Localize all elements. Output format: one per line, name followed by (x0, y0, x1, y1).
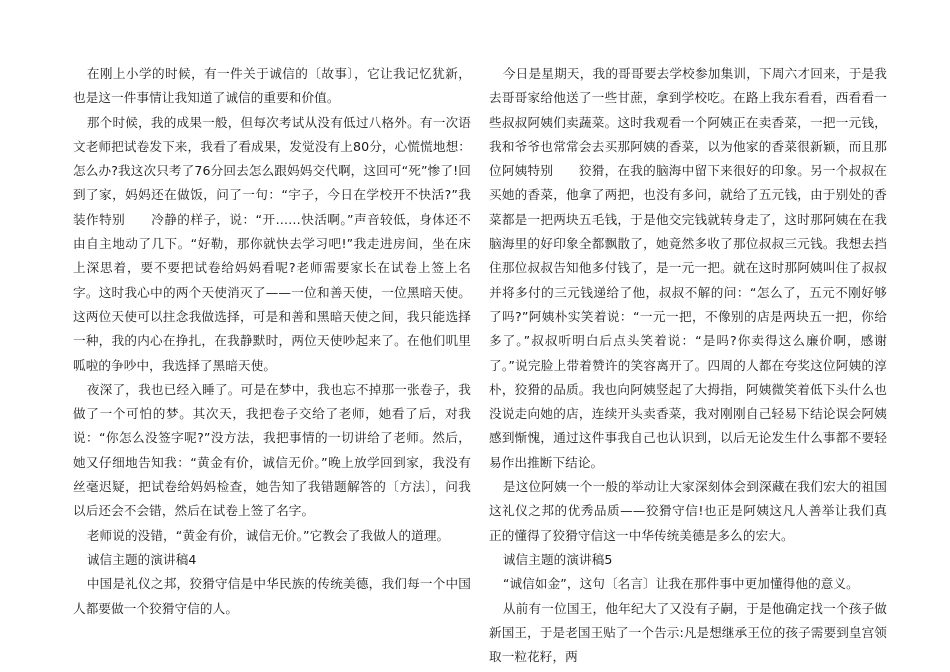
paragraph: 夜深了，我也已经入睡了。可是在梦中，我也忘不掉那一张卷子，我做了一个可怕的梦。其次天，我把卷子交给了老师，她看了后，对我说：“你怎么没签字呢?”没方法，我把事情的一切讲给了老师。然后，她又仔细地告知我：“黄金有价，诚信无价。”晚上放学回到家，我没有丝毫迟疑，把试卷给妈妈检查，她告知了我错题解答的〔方法〕，问我以后还会不会错，然后在试卷上签了名字。 (73, 381, 471, 519)
paragraph: 从前有一位国王，他年纪大了又没有子嗣，于是他确定找一个孩子做新国王，于是老国王贴了一个告示:凡是想继承王位的孩子需要到皇宫领取一粒花籽，两 (489, 600, 887, 665)
paragraph: 是这位阿姨一个一般的举动让大家深刻体会到深藏在我们宏大的祖国这礼仪之邦的优秀品质——狡猾守信!也正是阿姨这凡人善举让我们真正的懂得了狡猾守信这一中华传统美德是多么的宏大。 (489, 479, 887, 543)
paragraph: 老师说的没错，“黄金有价，诚信无价。”它教会了我做人的道理。 (86, 527, 450, 543)
section-heading: 诚信主题的演讲稿5 (502, 551, 613, 567)
paragraph: 那个时候，我的成果一般，但每次考试从没有低过八格外。有一次语文老师把试卷发下来，我看了看成果，发觉没有上80分，心慌慌地想：怎么办?我这次只考了76分回去怎么跟妈妈交代啊，这回可“死”惨了!回到了家，妈妈还在做饭，问了一句：“宇子，今日在学校开不快活?”我装作特别 冷静的样子，说：“开……快活啊。”声音较低，身体还不由自主地动了几下。“好勒，那你就快去学习吧!”我走进房间，坐在床上深思着，要不要把试卷给妈妈看呢?老师需要家长在试卷上签上名字。这时我心中的两个天使消灭了——一位和善天使，一位黑暗天使。这两位天使可以拄念我做选择，可是和善和黑暗天使之间，我只能选择一种，我的内心在挣扎，在我静默时，两位天使吵起来了。在他们叽里呱啦的争吵中，我选择了黑暗天使。 (73, 114, 471, 373)
paragraph: 在刚上小学的时候，有一件关于诚信的〔故事〕，它让我记忆犹新，也是这一件事情让我知道了诚信的重要和价值。 (73, 66, 471, 106)
right-column (489, 62, 887, 669)
left-column (73, 62, 471, 621)
paragraph: “诚信如金”，这句〔名言〕让我在那件事中更加懂得他的意义。 (502, 576, 859, 592)
paragraph: 中国是礼仪之邦，狡猾守信是中华民族的传统美德，我们每一个中国人都要做一个狡猾守信的人。 (73, 576, 471, 616)
section-heading: 诚信主题的演讲稿4 (86, 551, 197, 567)
paragraph: 今日是星期天，我的哥哥要去学校参加集训，下周六才回来，于是我去哥哥家给他送了一些甘蔗，拿到学校吃。在路上我东看看，西看看一些叔叔阿姨们卖蔬菜。这时我观看一个阿姨正在卖香菜，一把一元钱，我和爷爷也常常会去买那阿姨的香菜，以为他家的香菜很新颖，而且那位阿姨特别 狡猾，在我的脑海中留下来很好的印象。另一个叔叔在买她的香菜，他拿了两把，也没有多问，就给了五元钱，由于别处的香菜都是一把两块五毛钱，于是他交完钱就转身走了，这时那阿姨在在我脑海里的好印象全都飘散了，她竟然多收了那位叔叔三元钱。我想去挡住那位叔叔告知他多付钱了，是一元一把。就在这时那阿姨叫住了叔叔并将多付的三元钱递给了他，叔叔不解的问：“怎么了，五元不刚好够了吗?”阿姨朴实笑着说：“一元一把，不像别的店是两块五一把，你给多了。”叔叔听明白后点头笑着说：“是吗?你卖得这么廉价啊，感谢了。”说完脸上带着赞许的笑容离开了。四周的人都在夸奖这位阿姨的淳朴，狡猾的品质。我也向阿姨竖起了大拇指，阿姨微笑着低下头什么也没说走向她的店，连续开头卖香菜，我对刚刚自己轻易下结论误会阿姨感到惭愧，通过这件事我自己也认识到，以后无论发生什么事都不要轻易作出推断下结论。 (489, 66, 887, 470)
